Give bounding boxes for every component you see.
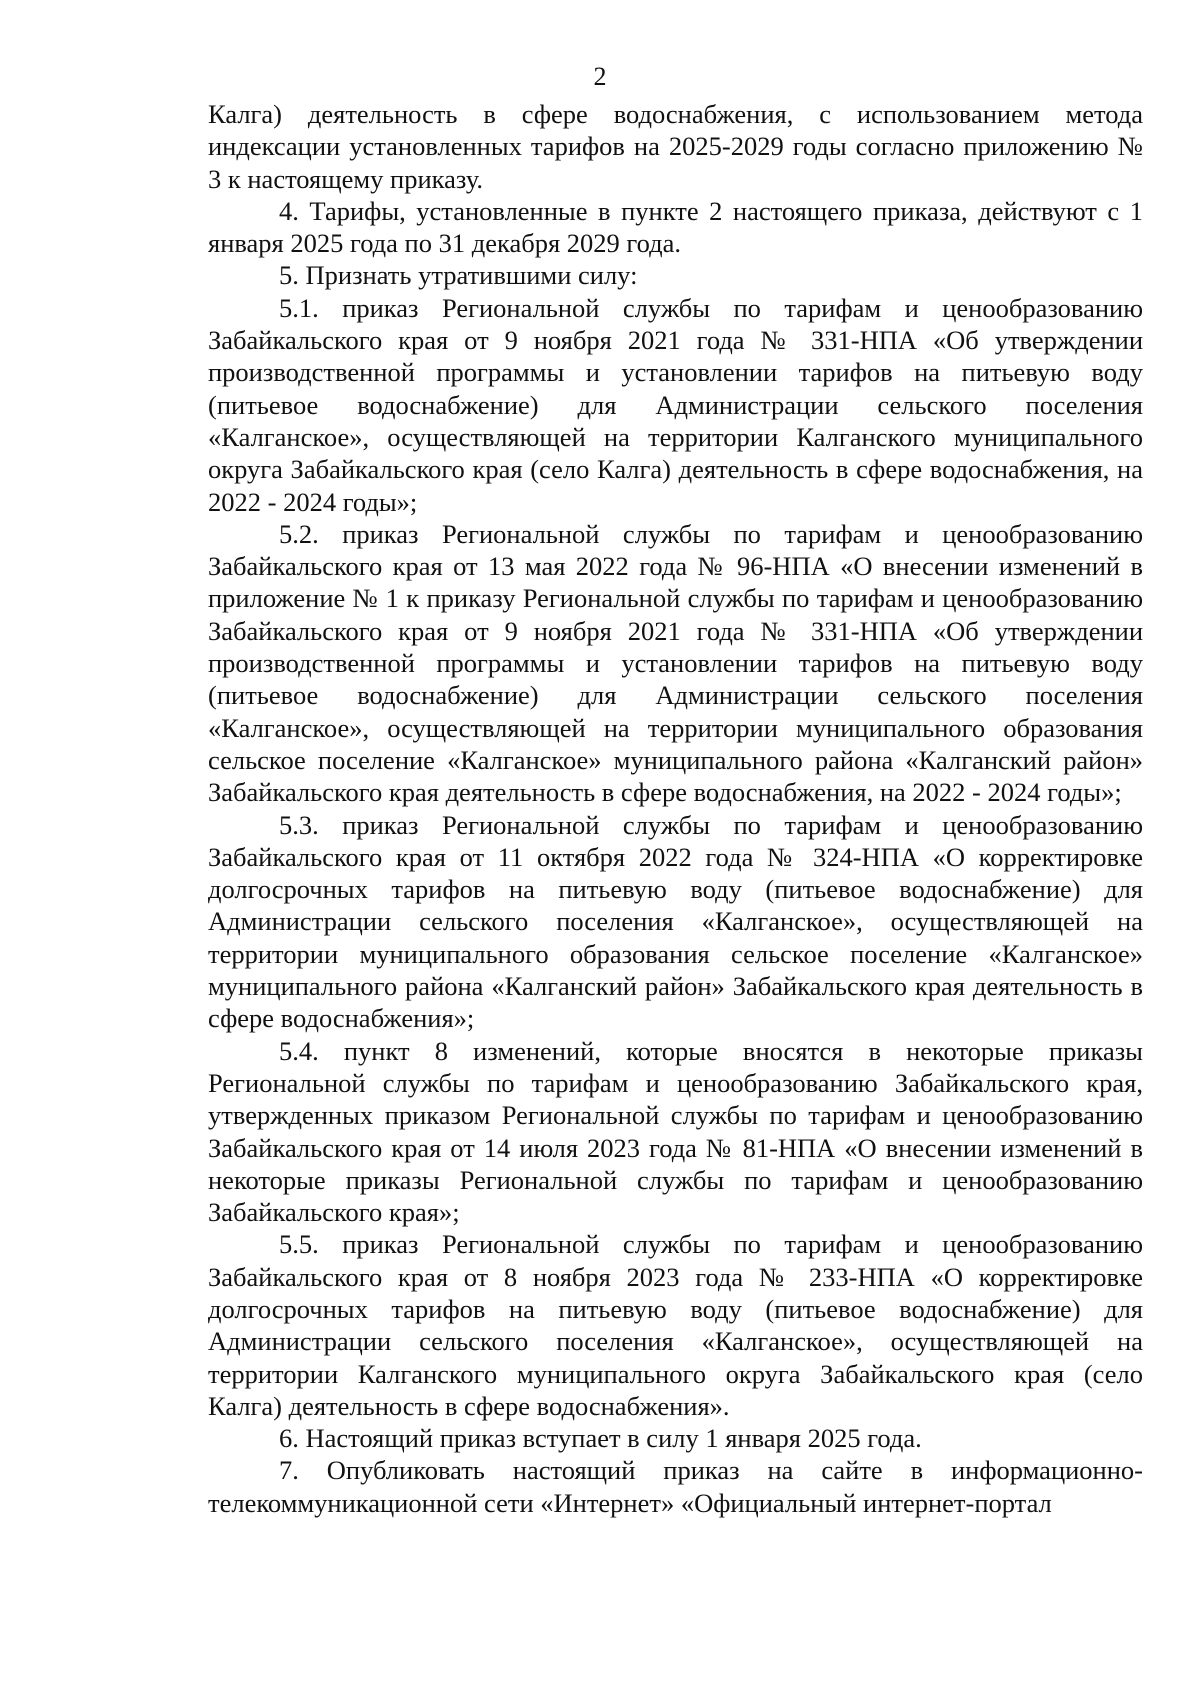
paragraph-item-5-4: 5.4. пункт 8 изменений, которые вносятся в некоторые приказы Региональной службы по тарифам и ценообразованию Забайкальского края, утвержденных приказом Региональной службы по тарифам и ценообразованию Забайкальского края от 14 июля 2023 года № 81-НПА «О внесении изменений в некоторые приказы Региональной службы по тарифам и ценообразованию Забайкальского края»; [208, 1035, 1143, 1228]
document-body [208, 98, 1143, 1519]
page-number: 2 [593, 62, 607, 91]
paragraph-item-7: 7. Опубликовать настоящий приказ на сайте в информационно-телекоммуникационной сети «Интернет» «Официальный интернет-портал [208, 1455, 1143, 1518]
paragraph-continuation: Калга) деятельность в сфере водоснабжения, с использованием метода индексации установленных тарифов на 2025-2029 годы согласно приложению № 3 к настоящему приказу. [208, 99, 1143, 194]
paragraph-item-4: 4. Тарифы, установленные в пункте 2 настоящего приказа, действуют с 1 января 2025 года по 31 декабря 2029 года. [208, 195, 1143, 259]
paragraph-item-5: 5. Признать утратившими силу: [279, 260, 638, 291]
paragraph-item-5-3: 5.3. приказ Региональной службы по тарифам и ценообразованию Забайкальского края от 11 октября 2022 года № 324-НПА «О корректировке долгосрочных тарифов на питьевую воду (питьевое водоснабжение) для Администрации сельского поселения «Калганское», осуществляющей на территории муниципального образования сельское поселение «Калганское» муниципального района «Калганский район» Забайкальского края деятельность в сфере водоснабжения»; [208, 809, 1143, 1034]
paragraph-item-5-5: 5.5. приказ Региональной службы по тарифам и ценообразованию Забайкальского края от 8 ноября 2023 года № 233-НПА «О корректировке долгосрочных тарифов на питьевую воду (питьевое водоснабжение) для Администрации сельского поселения «Калганское», осуществляющей на территории Калганского муниципального округа Забайкальского края (село Калга) деятельность в сфере водоснабжения». [208, 1229, 1143, 1421]
paragraph-item-5-2: 5.2. приказ Региональной службы по тарифам и ценообразованию Забайкальского края от 13 мая 2022 года № 96-НПА «О внесении изменений в приложение № 1 к приказу Региональной службы по тарифам и ценообразованию Забайкальского края от 9 ноября 2021 года № 331-НПА «Об утверждении производственной программы и установлении тарифов на питьевую воду (питьевое водоснабжение) для Администрации сельского поселения «Калганское», осуществляющей на территории муниципального образования сельское поселение «Калганское» муниципального района «Калганский район» Забайкальского края деятельность в сфере водоснабжения, на 2022 - 2024 годы»; [208, 518, 1143, 808]
paragraph-item-6: 6. Настоящий приказ вступает в силу 1 января 2025 года. [279, 1423, 922, 1454]
paragraph-item-5-1: 5.1. приказ Региональной службы по тарифам и ценообразованию Забайкальского края от 9 ноября 2021 года № 331-НПА «Об утверждении производственной программы и установлении тарифов на питьевую воду (питьевое водоснабжение) для Администрации сельского поселения «Калганское», осуществляющей на территории Калганского муниципального округа Забайкальского края (село Калга) деятельность в сфере водоснабжения, на 2022 - 2024 годы»; [208, 292, 1143, 517]
